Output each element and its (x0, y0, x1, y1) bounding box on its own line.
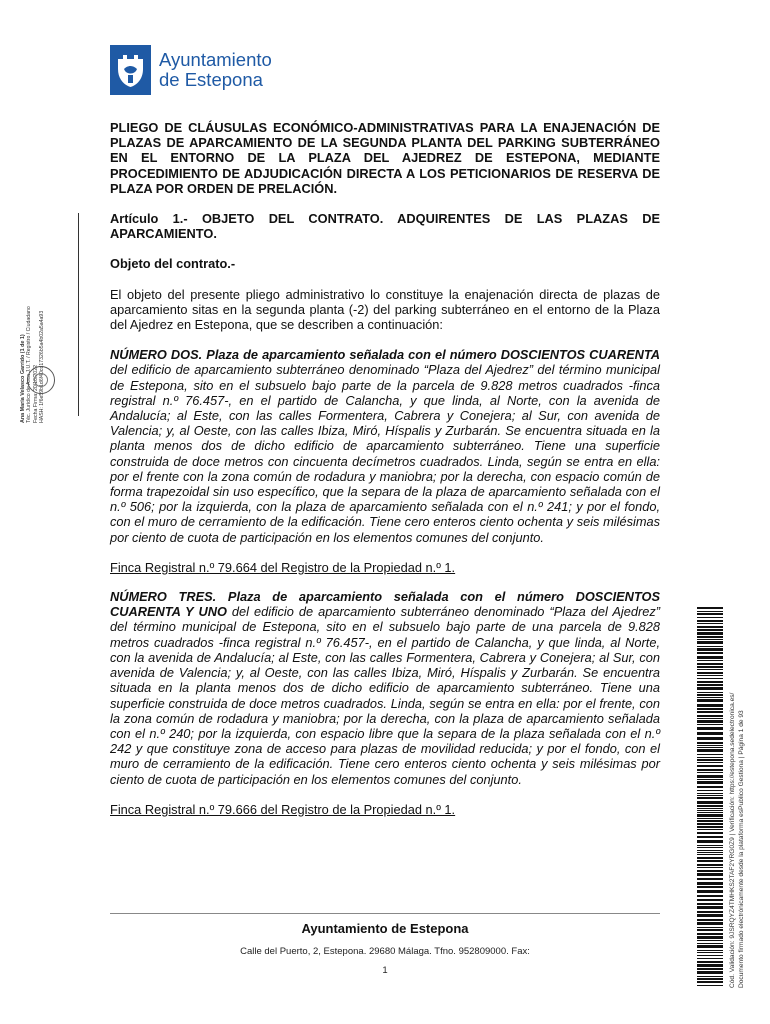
barcode-bar (697, 781, 723, 784)
barcode-bar (697, 801, 723, 804)
barcode-icon (697, 607, 723, 989)
footer-divider (110, 913, 660, 914)
barcode-bar (697, 613, 723, 615)
barcode-bar (697, 639, 723, 640)
barcode-bar (697, 943, 723, 944)
barcode-bar (697, 790, 723, 791)
barcode-bar (697, 678, 723, 679)
barcode-bar (697, 826, 723, 828)
barcode-bar (697, 684, 723, 686)
barcode-bar (697, 952, 723, 953)
barcode-bar (697, 793, 723, 794)
barcode-bar (697, 660, 723, 661)
barcode-bar (697, 867, 723, 868)
barcode-bar (697, 711, 723, 713)
barcode-bar (697, 808, 723, 809)
item-paragraph (110, 347, 660, 545)
item-paragraph (110, 589, 660, 787)
barcode-bar (697, 873, 723, 876)
barcode-bar (697, 810, 723, 811)
org-name (159, 50, 272, 90)
barcode-bar (697, 940, 723, 941)
barcode-bar (697, 694, 723, 696)
page-number: 1 (382, 965, 388, 976)
item-body: del edificio de aparcamiento subterráneo denominado “Plaza del Ajedrez” del término municipal de Estepona, sito en el subsuelo bajo parte de la parcela de 9.828 metros cuadrados -finca registral n.º 76.457-, en el partido de Calancha, y que linda, al Norte, con la avenida de Andalucía; al Este, con las calles Formentera, Cabrera y Conejera; al Sur, con avenida de Valencia; y, al Oeste, con las calles Ibiza, Miró, Híspalis y Zurbarán. Se encuentra situada en la planta menos dos de dicho edificio de aparcamiento subterráneo. Tiene una superficie construida de doce metros con cincuenta decímetros cuadrados. Linda, según se entra en ella: por el frente con la zona común de rodadura y maniobra; por la derecha, con espacio común de forma trapezoidal sin uso específico, que la separa de la plaza de aparcamiento señalada con el n.º 506; por la izquierda, con la plaza de aparcamiento señalada con el n.º 241; y por el fondo, con el muro de cerramiento de la edificación. Tiene cero enteros ciento ochenta y seis milésimas por ciento de cuota de participación en los elementos comunes del conjunto. (110, 362, 660, 545)
barcode-bar (697, 922, 723, 925)
barcode-bar (697, 687, 723, 690)
barcode-bar (697, 968, 723, 970)
barcode-bar (697, 692, 723, 693)
barcode-bar (697, 757, 723, 758)
verification-code: Cód. Validación: 9JSRQYZ4TMHKS2TAF2YRG0Z9 | Verificación: https://estepona.sedelectronica.es/ (729, 692, 736, 988)
barcode-bar (697, 699, 723, 702)
barcode-bar (697, 754, 723, 755)
barcode-bar (697, 854, 723, 855)
footer-org: Ayuntamiento de Estepona (301, 921, 469, 936)
barcode-bar (697, 795, 723, 796)
signature-date: Fecha Firma: 20/10/2022 (32, 365, 39, 423)
barcode-bar (697, 933, 723, 935)
barcode-bar (697, 985, 723, 986)
barcode-bar (697, 759, 723, 761)
item-lead: NÚMERO TRES. Plaza de aparcamiento señalada con el número DOSCIENTOS CUARENTA Y UNO (110, 589, 660, 620)
barcode-bar (697, 927, 723, 928)
signer-role: Téc. Jurídico de Area J.U.T. / Registro / Ciudadano (26, 306, 33, 423)
barcode-bar (697, 903, 723, 905)
verification-block (728, 628, 758, 988)
barcode-bar (697, 765, 723, 767)
barcode-bar (697, 890, 723, 893)
barcode-bar (697, 779, 723, 780)
barcode-bar (697, 704, 723, 707)
barcode-bar (697, 775, 723, 778)
barcode-bar (697, 929, 723, 931)
barcode-bar (697, 814, 723, 817)
barcode-bar (697, 919, 723, 921)
barcode-bar (697, 747, 723, 748)
barcode-bar (697, 864, 723, 866)
barcode-bar (697, 981, 723, 983)
barcode-bar (697, 718, 723, 719)
barcode-bar (697, 672, 723, 674)
barcode-bar (697, 626, 723, 628)
barcode-bar (697, 820, 723, 822)
barcode-bar (697, 623, 723, 624)
article-heading: Artículo 1.- OBJETO DEL CONTRATO. ADQUIRENTES DE LAS PLAZAS DE APARCAMIENTO. (110, 211, 660, 242)
barcode-bar (697, 617, 723, 618)
barcode-bar (697, 772, 723, 773)
barcode-bar (697, 958, 723, 959)
barcode-bar (697, 945, 723, 948)
barcode-bar (697, 823, 723, 825)
barcode-bar (697, 762, 723, 763)
org-name-line1: Ayuntamiento (159, 49, 272, 70)
footer-address: Calle del Puerto, 2, Estepona. 29680 Málaga. Tfno. 952809000. Fax: (240, 946, 530, 957)
barcode-bar (697, 636, 723, 638)
barcode-bar (697, 895, 723, 897)
barcode-bar (697, 978, 723, 980)
barcode-bar (697, 663, 723, 665)
item-body: del edificio de aparcamiento subterráneo denominado “Plaza del Ajedrez” del término municipal de Estepona, sito en el subsuelo bajo parte de una parcela de 9.828 metros cuadrados -finca registral n.º 76.457-, en el partido de Calancha, y que linda, al Norte, con la avenida de Andalucía; al Este, con las calles Formentera, Cabrera y Conejera; al Sur, con avenida de Valencia; y, al Oeste, con las calles Ibiza, Miró, Híspalis y Zurbarán. Se encuentra situada en la planta menos dos de dicho edificio de aparcamiento subterráneo. Tiene una superficie construida de doce metros cuadrados. Linda, según se entra en ella: por el frente, con la zona común de rodadura y maniobra; por la derecha, con la plaza de aparcamiento señalada con el n.º 240; por la izquierda, con espacio libre que la separa de la plaza señalada con el n.º 242 y que constituye zona de acceso para plazas de movilidad reducida; y por el fondo, con el muro de cerramiento de la edificación. Tiene cero enteros ciento ochenta y seis milésimas por ciento de cuota de participación en los elementos comunes del conjunto. (110, 604, 660, 787)
barcode-bar (697, 607, 723, 609)
barcode-bar (697, 850, 723, 851)
barcode-bar (697, 656, 723, 659)
barcode-bar (697, 914, 723, 917)
barcode-bar (697, 669, 723, 670)
barcode-bar (697, 786, 723, 788)
barcode-bar (697, 629, 723, 631)
document-title: PLIEGO DE CLÁUSULAS ECONÓMICO-ADMINISTRATIVAS PARA LA ENAJENACIÓN DE PLAZAS DE APARCAMIENTO DE LA SEGUNDA PLANTA DEL PARKING SUBTERRÁNEO EN EL ENTORNO DE LA PLAZA DEL AJEDREZ DE ESTEPONA, MEDIANTE PROCEDIMIENTO DE ADJUDICACIÓN DIRECTA A LOS PETICIONARIOS DE RESERVA DE PLAZA POR ORDEN DE PRELACIÓN. (110, 120, 660, 196)
signer-name: Ana María Velasco Garrido (1 de 1) (20, 334, 26, 423)
barcode-bar (697, 852, 723, 853)
barcode-bar (697, 878, 723, 880)
verification-platform: Documento firmado electrónicamente desde la plataforma esPublico Gestiona | Página 1 de 93 (738, 710, 745, 988)
barcode-bar (697, 769, 723, 771)
barcode-bar (697, 971, 723, 974)
barcode-bar (697, 829, 723, 830)
barcode-bar (697, 742, 723, 744)
barcode-bar (697, 812, 723, 813)
barcode-bar (697, 847, 723, 848)
barcode-bar (697, 727, 723, 730)
barcode-bar (697, 805, 723, 807)
barcode-bar (697, 749, 723, 752)
barcode-bar (697, 737, 723, 740)
barcode-bar (697, 745, 723, 746)
barcode-bar (697, 836, 723, 838)
barcode-bar (697, 724, 723, 725)
barcode-bar (697, 708, 723, 710)
barcode-bar (697, 882, 723, 885)
ayuntamiento-logo (110, 44, 272, 96)
barcode-bar (697, 818, 723, 819)
barcode-bar (697, 675, 723, 676)
barcode-bar (697, 961, 723, 963)
castle-crest-icon (110, 45, 151, 95)
barcode-bar (697, 732, 723, 735)
barcode-bar (697, 976, 723, 977)
barcode-bar (697, 620, 723, 622)
barcode-bar (697, 899, 723, 901)
finca-registral: Finca Registral n.º 79.664 del Registro de la Propiedad n.º 1. (110, 559, 456, 575)
barcode-bar (697, 715, 723, 717)
section-subheading: Objeto del contrato.- (110, 256, 236, 272)
barcode-bar (697, 870, 723, 872)
barcode-bar (697, 681, 723, 683)
barcode-bar (697, 720, 723, 723)
barcode-bar (697, 906, 723, 909)
barcode-bar (697, 646, 723, 647)
barcode-bar (697, 832, 723, 834)
barcode-bar (697, 648, 723, 651)
barcode-bar (697, 886, 723, 888)
finca-registral: Finca Registral n.º 79.666 del Registro de la Propiedad n.º 1. (110, 801, 456, 817)
barcode-bar (697, 652, 723, 654)
barcode-bar (697, 857, 723, 859)
document-body (110, 118, 660, 817)
barcode-bar (697, 860, 723, 862)
barcode-bar (697, 666, 723, 668)
barcode-bar (697, 840, 723, 843)
barcode-bar (697, 964, 723, 967)
org-name-line2: de Estepona (159, 69, 263, 90)
barcode-bar (697, 955, 723, 956)
barcode-bar (697, 641, 723, 644)
item-lead: NÚMERO DOS. Plaza de aparcamiento señalada con el número DOSCIENTOS CUARENTA (110, 347, 660, 363)
barcode-bar (697, 632, 723, 635)
barcode-bar (697, 911, 723, 913)
barcode-bar (697, 936, 723, 939)
barcode-bar (697, 797, 723, 799)
barcode-bar (697, 697, 723, 698)
signature-divider (78, 213, 79, 416)
barcode-bar (697, 950, 723, 951)
intro-paragraph: El objeto del presente pliego administrativo lo constituye la enajenación directa de plazas de aparcamiento sitas en la segunda planta (-2) del parking subterráneo en el entorno de la Plaza del Ajedrez en Estepona, que se describen a continuación: (110, 286, 660, 333)
digital-seal-icon (27, 366, 55, 394)
signature-hash: HASH: 1f6e59b1d6f40cd17326b5a4b02a5a4a93 (39, 310, 46, 423)
barcode-bar (697, 611, 723, 612)
barcode-bar (697, 845, 723, 846)
